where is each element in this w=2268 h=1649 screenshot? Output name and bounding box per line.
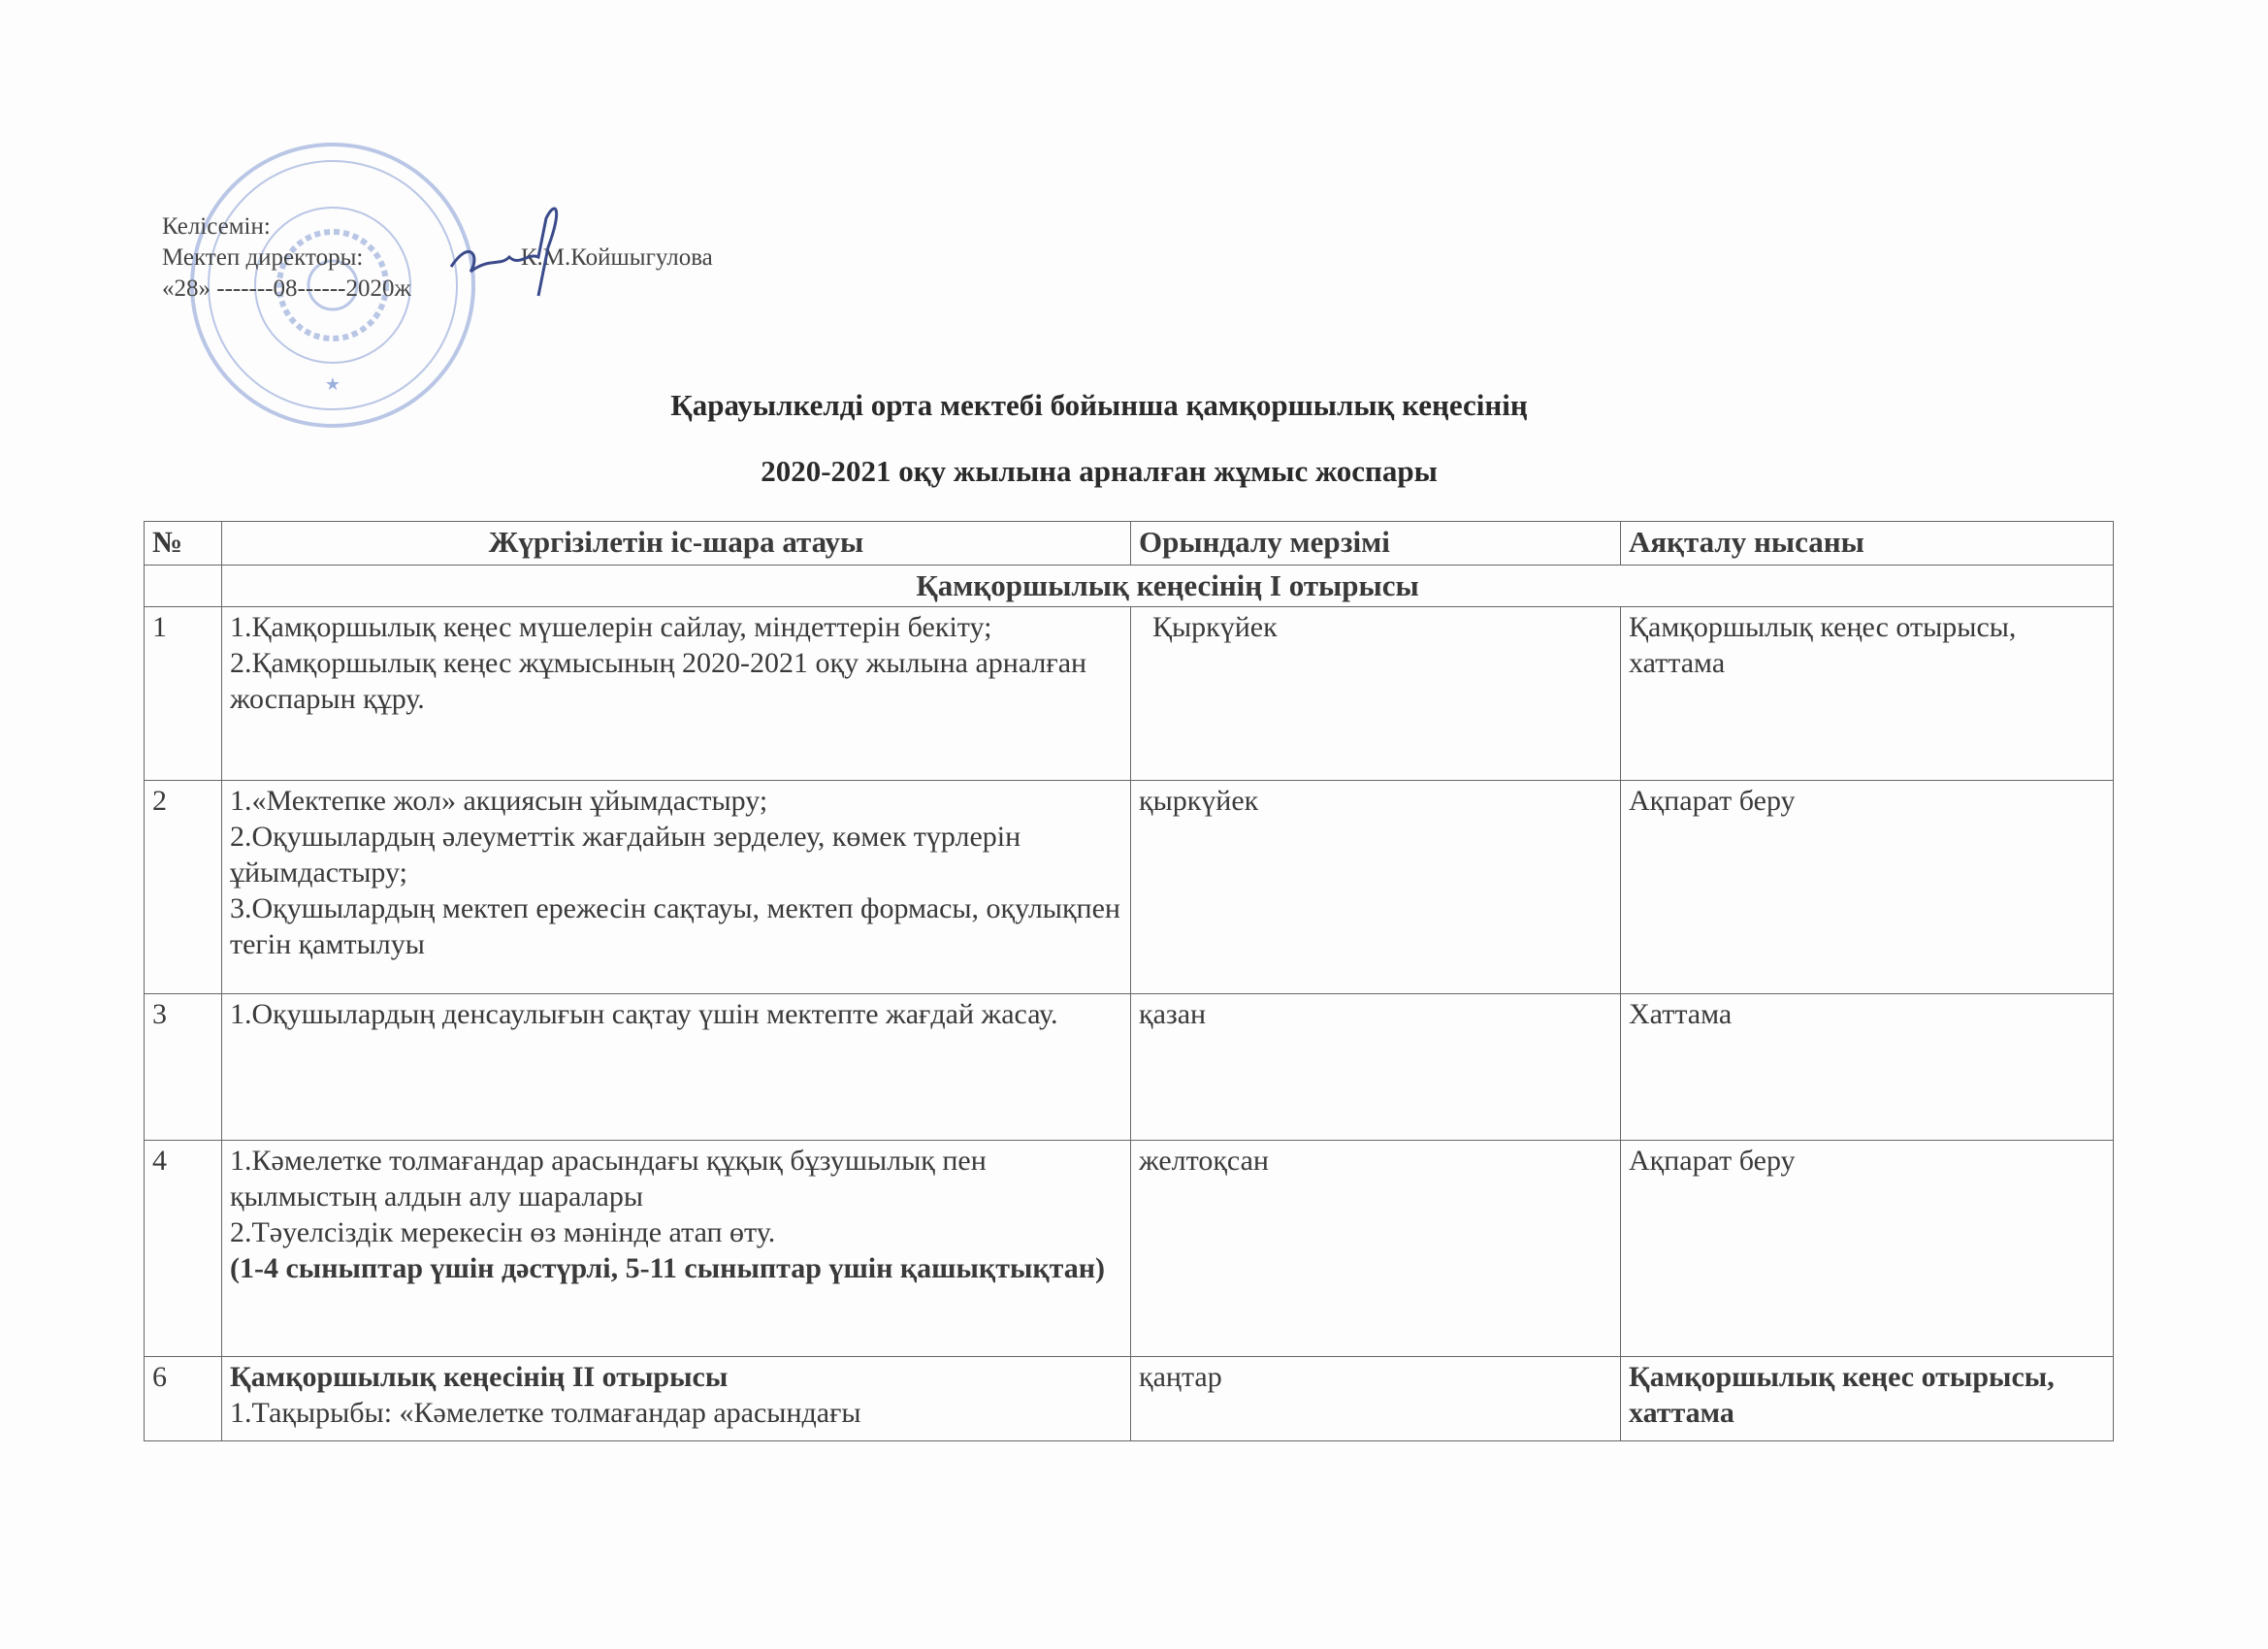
svg-text:★: ★ [324,374,341,394]
activity-line: 1.«Мектепке жол» акциясын ұйымдастыру; [230,785,768,817]
signature [441,199,577,306]
director-label: Мектеп директоры: [162,244,364,271]
table-row [145,1357,2114,1441]
row-term: желтоқсан [1131,1141,1621,1357]
row-num: 2 [145,781,222,994]
approval-date: «28» -------08------2020ж [162,275,411,302]
row-activity [222,1357,1131,1441]
plan-table [144,521,2114,1441]
activity-line: 2.Тәуелсіздік мерекесін өз мәнінде атап өту. [230,1216,776,1248]
activity-line: 2.Қамқоршылық кеңес жұмысының 2020-2021 оқу жылына арналған жоспарын құру. [230,647,1087,715]
table-row [145,1141,2114,1357]
activity-heading: Қамқоршылық кеңесінің II отырысы [230,1361,729,1393]
director-name: К.М.Койшыгулова [520,244,713,271]
table-row [145,994,2114,1141]
row-result: Ақпарат беру [1621,781,2114,994]
activity-line: 1.Қамқоршылық кеңес мүшелерін сайлау, міндеттерін бекіту; [230,611,992,643]
row-term: қыркүйек [1131,781,1621,994]
row-activity [222,994,1131,1141]
approval-block [162,211,713,305]
row-num: 1 [145,607,222,781]
row-num: 3 [145,994,222,1141]
row-activity [222,1141,1131,1357]
row-num: 4 [145,1141,222,1357]
table-row [145,781,2114,994]
header-result: Аяқталу нысаны [1621,522,2114,566]
section-title: Қамқоршылық кеңесінің I отырысы [222,566,2114,607]
row-result: Хаттама [1621,994,2114,1141]
header-num: № [145,522,222,566]
doc-title-line1: Қарауылкелді орта мектебі бойынша қамқоршылық кеңесінің [670,388,1528,422]
row-term: қаңтар [1131,1357,1621,1441]
activity-line: 1.Оқушылардың денсаулығын сақтау үшін мектепте жағдай жасау. [230,998,1058,1030]
row-num: 6 [145,1357,222,1441]
activity-line: 2.Оқушылардың әлеуметтік жағдайын зерделеу, көмек түрлерін ұйымдастыру; [230,821,1021,889]
row-activity [222,781,1131,994]
row-activity [222,607,1131,781]
row-result: Қамқоршылық кеңес отырысы, хаттама [1621,607,2114,781]
activity-line: 1.Кәмелетке толмағандар арасындағы құқық бұзушылық пен қылмыстың алдын алу шаралары [230,1145,987,1212]
row-term: қазан [1131,994,1621,1141]
section-row [145,566,2114,607]
row-term: Қыркүйек [1131,607,1621,781]
activity-line: 3.Оқушылардың мектеп ережесін сақтауы, мектеп формасы, оқулықпен тегін қамтылуы [230,892,1120,960]
row-result: Қамқоршылық кеңес отырысы, хаттама [1621,1357,2114,1441]
activity-note: (1-4 сыныптар үшін дәстүрлі, 5-11 сыныптар үшін қашықтықтан) [230,1252,1106,1284]
activity-line: 1.Тақырыбы: «Кәмелетке толмағандар арасындағы [230,1397,861,1429]
approval-agree: Келісемін: [162,213,271,240]
row-result: Ақпарат беру [1621,1141,2114,1357]
table-header [145,522,2114,566]
table-row [145,607,2114,781]
header-activity: Жүргізілетін іс-шара атауы [222,522,1131,566]
doc-title-line2: 2020-2021 оқу жылына арналған жұмыс жоспары [761,454,1438,488]
header-term: Орындалу мерзімі [1131,522,1621,566]
